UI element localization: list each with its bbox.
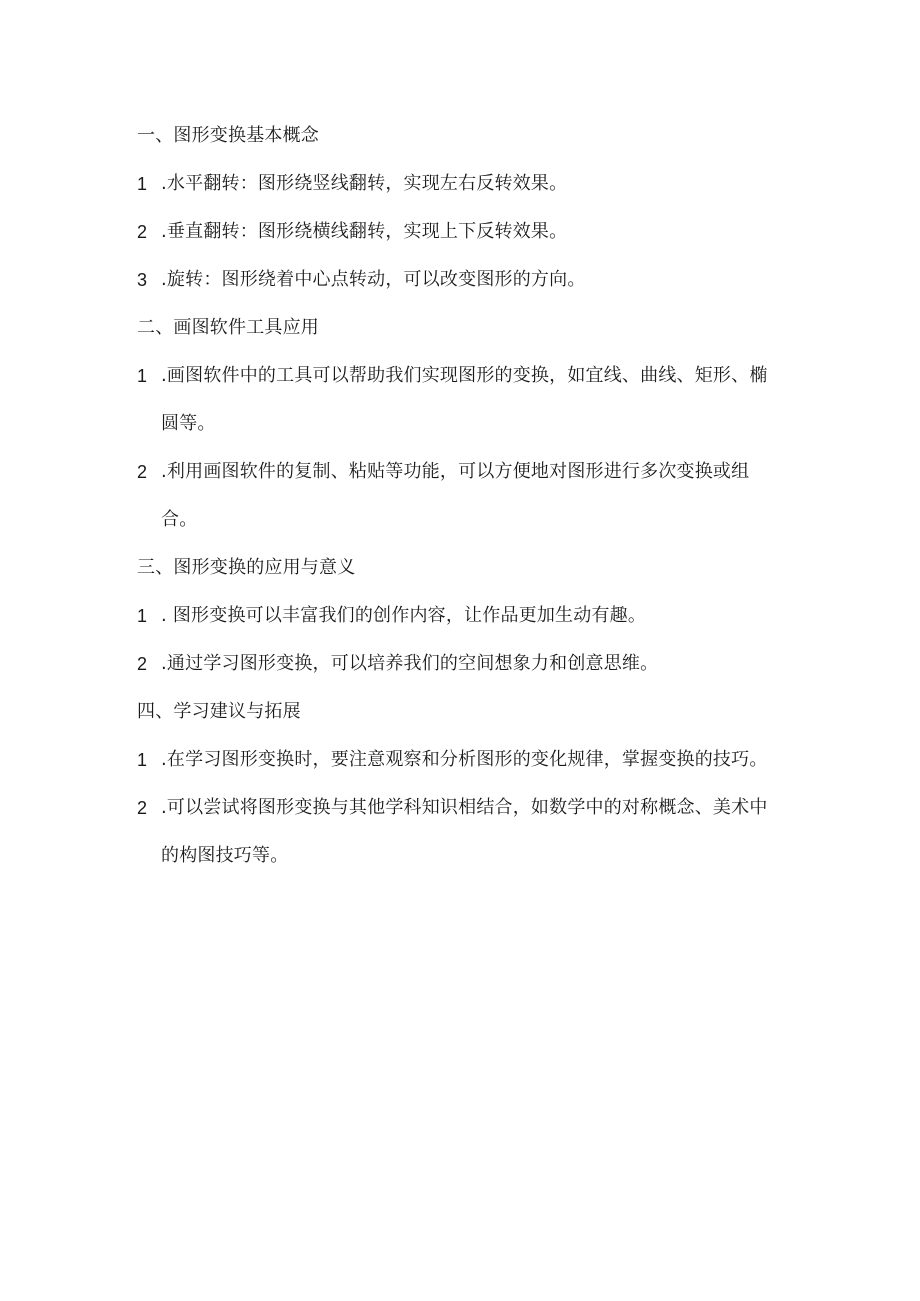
list-item [137, 592, 777, 640]
item-number: 1 [137, 606, 148, 626]
list-item [137, 784, 777, 880]
document-body [137, 112, 777, 880]
section-heading-3: 三、图形变换的应用与意义 [137, 557, 356, 578]
item-number: 2 [137, 654, 148, 674]
item-number: 3 [137, 270, 148, 290]
list-item [137, 160, 777, 208]
item-text: .水平翻转：图形绕竖线翻转，实现左右反转效果。 [161, 173, 568, 194]
item-text: .垂直翻转：图形绕横线翻转，实现上下反转效果。 [161, 221, 568, 242]
item-text: .画图软件中的工具可以帮助我们实现图形的变换，如宜线、曲线、矩形、椭圆等。 [161, 365, 768, 434]
item-number: 2 [137, 798, 148, 818]
list-item [137, 256, 777, 304]
section-heading-4: 四、学习建议与拓展 [137, 701, 301, 722]
item-number: 1 [137, 366, 148, 386]
item-text: . 图形变换可以丰富我们的创作内容，让作品更加生动有趣。 [161, 605, 647, 626]
item-text: .可以尝试将图形变换与其他学科知识相结合，如数学中的对称概念、美术中的构图技巧等。 [161, 797, 768, 866]
list-item [137, 448, 777, 544]
section-heading-1: 一、图形变换基本概念 [137, 125, 319, 146]
item-text: .在学习图形变换时，要注意观察和分析图形的变化规律，掌握变换的技巧。 [161, 749, 768, 770]
item-text: .旋转：图形绕着中心点转动，可以改变图形的方向。 [161, 269, 586, 290]
item-text: .利用画图软件的复制、粘贴等功能，可以方便地对图形进行多次变换或组合。 [161, 461, 750, 530]
item-number: 1 [137, 174, 148, 194]
item-number: 2 [137, 462, 148, 482]
list-item [137, 352, 777, 448]
list-item [137, 208, 777, 256]
list-item [137, 640, 777, 688]
list-item [137, 736, 777, 784]
item-number: 2 [137, 222, 148, 242]
item-number: 1 [137, 750, 148, 770]
item-text: .通过学习图形变换，可以培养我们的空间想象力和创意思维。 [161, 653, 659, 674]
section-heading-2: 二、画图软件工具应用 [137, 317, 319, 338]
